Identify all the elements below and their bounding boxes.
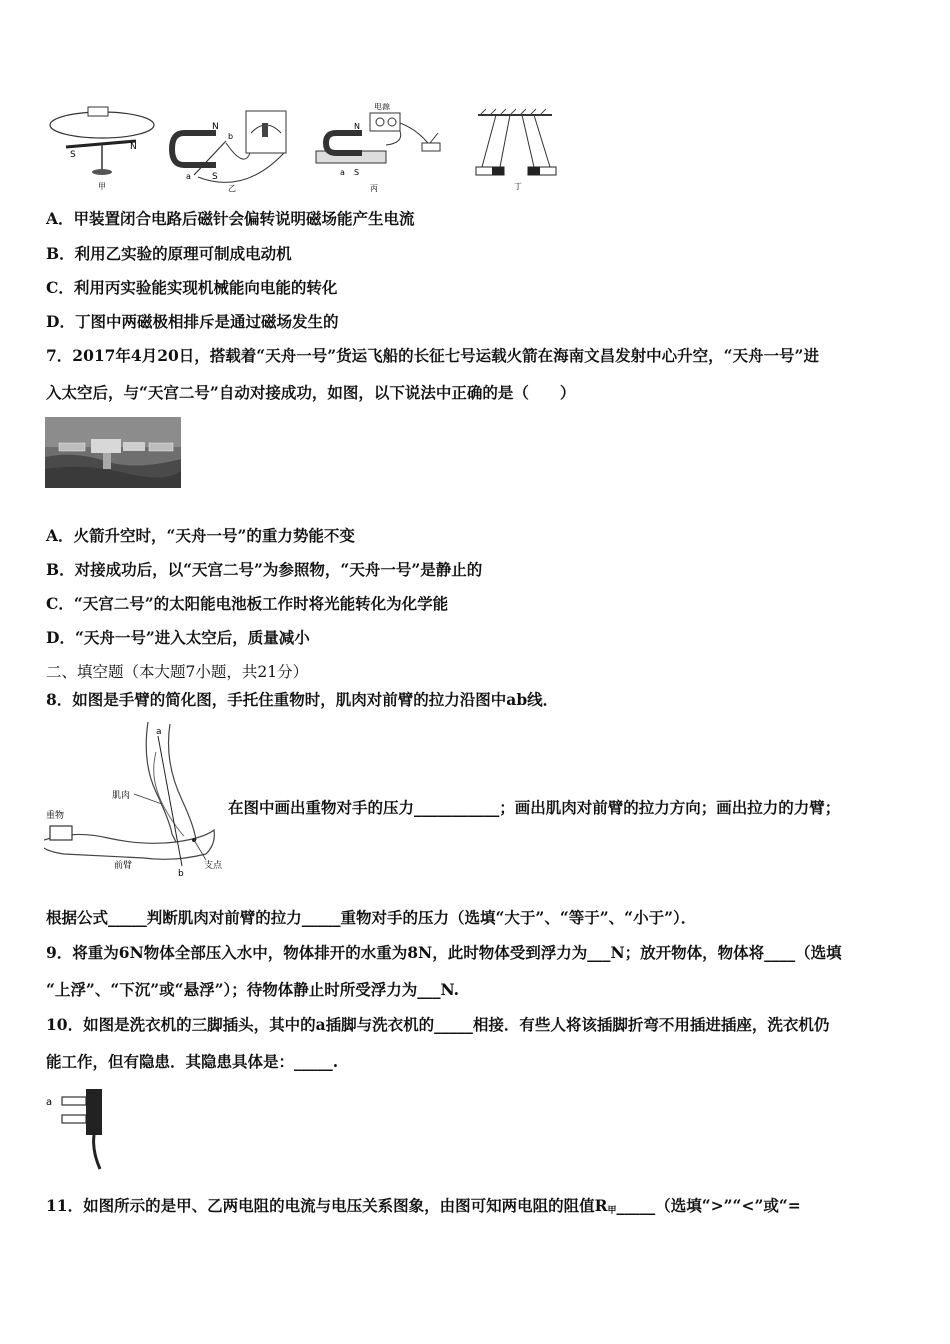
q7-stem-line1: 7．2017年4月20日，搭载着“天舟一号”货运飞船的长征七号运载火箭在海南文昌发射中心升空，“天舟一号”进 [46, 346, 819, 365]
section-title-fill-blank: 二、填空题（本大题7小题，共21分） [46, 663, 309, 681]
q6-figure-strip [44, 103, 566, 195]
fig-ding-label: 丁 [514, 182, 522, 191]
figure-bing [316, 103, 440, 193]
q8-label-b: b [178, 869, 184, 878]
fig-bing-power: 电源 [374, 103, 390, 111]
figure-yi [172, 111, 286, 193]
q11-text-rest: _____（选填“>”“<”或“= [616, 1196, 801, 1215]
fig-yi-b: b [228, 132, 234, 141]
fig-yi-n: N [212, 122, 219, 132]
q6-option-d: D．丁图中两磁极相排斥是通过磁场发生的 [46, 312, 339, 331]
q7-photo-spacecraft [45, 417, 181, 488]
q6-option-c: C．利用丙实验能实现机械能向电能的转化 [46, 278, 338, 297]
fig-yi-s: S [212, 172, 218, 182]
q8-label-weight: 重物 [46, 811, 65, 821]
q9-line2: “上浮”、“下沉”或“悬浮”）；待物体静止时所受浮力为___N. [46, 980, 460, 999]
q6-option-a: A．甲装置闭合电路后磁针会偏转说明磁场能产生电流 [46, 209, 415, 228]
fig-bing-s: S [354, 168, 360, 177]
q8-label-pivot: 支点 [204, 861, 223, 871]
q8-label-forearm: 前臂 [114, 861, 133, 871]
q11-text: 11．如图所示的是甲、乙两电阻的电流与电压关系图象，由图可知两电阻的阻值R [46, 1196, 608, 1215]
q7-stem-line2: 入太空后，与“天宫二号”自动对接成功，如图，以下说法中正确的是（ ） [46, 383, 576, 402]
q11-line1 [46, 1195, 908, 1222]
q8-label-a: a [156, 727, 162, 737]
q8-line2: 根据公式_____判断肌肉对前臂的拉力_____重物对手的压力（选填“大于”、“等于”、“小于”）． [46, 908, 697, 927]
figure-ding [476, 109, 556, 191]
q6-option-b: B．利用乙实验的原理可制成电动机 [46, 244, 292, 263]
fig-jia-s: S [70, 150, 76, 160]
q8-side-text: 在图中画出重物对手的压力___________；画出肌肉对前臂的拉力方向；画出拉力的力臂； [228, 798, 841, 817]
q9-line1: 9．将重为6N物体全部压入水中，物体排开的水重为8N，此时物体受到浮力为___N；放开物体，物体将____（选填 [46, 943, 842, 962]
q10-label-a: a [46, 1097, 53, 1108]
q7-option-b: B．对接成功后，以“天宫二号”为参照物，“天舟一号”是静止的 [46, 560, 483, 579]
q8-label-muscle: 肌肉 [112, 791, 131, 801]
q11-subscript: 甲 [607, 1206, 617, 1216]
fig-jia-label: 甲 [98, 182, 106, 191]
fig-yi-a: a [186, 172, 191, 181]
fig-bing-n: N [354, 122, 360, 131]
q7-option-d: D．“天舟一号”进入太空后，质量减小 [46, 628, 310, 647]
fig-yi-label: 乙 [228, 184, 236, 193]
q10-line1: 10．如图是洗衣机的三脚插头，其中的a插脚与洗衣机的_____相接．有些人将该插脚折弯不用插进插座，洗衣机仍 [46, 1015, 830, 1034]
q8-stem: 8．如图是手臂的简化图，手托住重物时，肌肉对前臂的拉力沿图中ab线． [46, 690, 559, 709]
figure-jia [50, 107, 154, 191]
q10-plug-figure [44, 1085, 110, 1171]
q8-arm-figure [44, 722, 228, 878]
fig-jia-n: N [130, 142, 137, 152]
q7-option-c: C．“天宫二号”的太阳能电池板工作时将光能转化为化学能 [46, 594, 449, 613]
q10-line2: 能工作，但有隐患．其隐患具体是：_____. [46, 1052, 339, 1071]
fig-bing-label: 丙 [370, 184, 378, 193]
fig-bing-a: a [340, 168, 345, 177]
q7-option-a: A．火箭升空时，“天舟一号”的重力势能不变 [46, 526, 355, 545]
